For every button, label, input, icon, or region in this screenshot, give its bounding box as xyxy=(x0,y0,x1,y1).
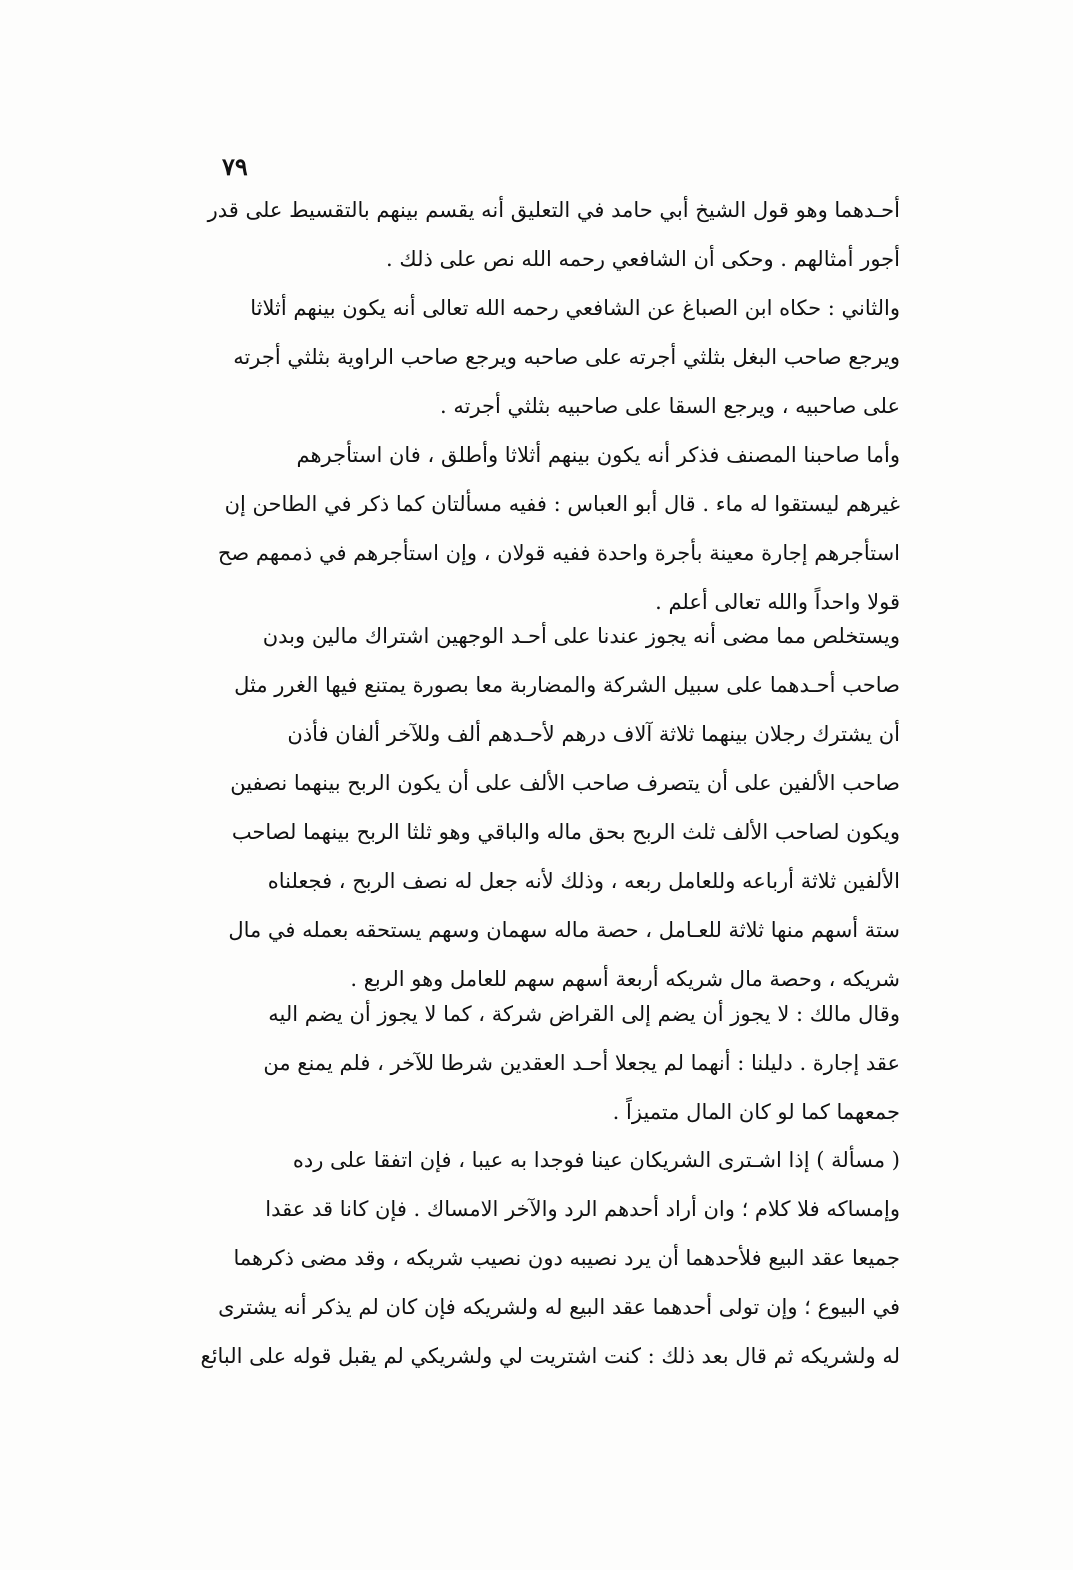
text-line: له ولشريكه ثم قال بعد ذلك : كنت اشتريت لي ولشريكي لم يقبل قوله على البائع xyxy=(200,1344,900,1368)
paragraph-2 xyxy=(180,284,900,431)
text-line: وإمساكه فلا كلام ؛ وان أراد أحدهم الرد والآخر الامساك . فإن كانا قد عقدا xyxy=(265,1197,900,1221)
text-line: في البيوع ؛ وإن تولى أحدهما عقد البيع له ولشريكه فإن كان لم يذكر أنه يشترى xyxy=(218,1295,900,1319)
paragraph-3 xyxy=(180,431,900,627)
text-line: ويرجع صاحب البغل بثلثي أجرته على صاحبه ويرجع صاحب الراوية بثلثي أجرته xyxy=(233,345,900,369)
text-line: الألفين ثلاثة أرباعه وللعامل ربعه ، وذلك لأنه جعل له نصف الربح ، فجعلناه xyxy=(267,869,900,893)
paragraph-5 xyxy=(180,990,900,1137)
paragraph-1 xyxy=(180,186,900,284)
text-line: جمعهما كما لو كان المال متميزاً . xyxy=(612,1100,900,1124)
paragraph-6-mas-ala xyxy=(180,1136,900,1381)
text-line: أحـدهما وهو قول الشيخ أبي حامد في التعليق أنه يقسم بينهم بالتقسيط على قدر xyxy=(207,198,900,222)
text-line: غيرهم ليستقوا له ماء . قال أبو العباس : ففيه مسألتان كما ذكر في الطاحن إن xyxy=(224,492,900,516)
text-line: ( مسألة ) إذا اشـترى الشريكان عينا فوجدا به عيبا ، فإن اتفقا على رده xyxy=(292,1148,900,1172)
text-line: شريكه ، وحصة مال شريكه أربعة أسهم سهم للعامل وهو الربع . xyxy=(350,967,900,991)
text-line: جميعا عقد البيع فلأحدهما أن يرد نصيبه دون نصيب شريكه ، وقد مضى ذكرهما xyxy=(233,1246,900,1270)
text-line: وأما صاحبنا المصنف فذكر أنه يكون بينهم أثلاثا وأطلق ، فان استأجرهم xyxy=(296,443,900,467)
text-line: ويستخلص مما مضى أنه يجوز عندنا على أحـد الوجهين اشتراك مالين وبدن xyxy=(262,624,900,648)
paragraph-4 xyxy=(180,612,900,1004)
text-line: استأجرهم إجارة معينة بأجرة واحدة ففيه قولان ، وإن استأجرهم في ذممهم صح xyxy=(217,541,900,565)
text-line: ويكون لصاحب الألف ثلث الربح بحق ماله والباقي وهو ثلثا الربح بينهما لصاحب xyxy=(231,820,900,844)
text-line: ستة أسهم منها ثلاثة للعـامل ، حصة ماله سهمان وسهم يستحقه بعمله في مال xyxy=(228,918,900,942)
text-line: أجور أمثالهم . وحكى أن الشافعي رحمه الله نص على ذلك . xyxy=(386,247,900,271)
text-line: والثاني : حكاه ابن الصباغ عن الشافعي رحمه الله تعالى أنه يكون بينهم أثلاثا xyxy=(250,296,900,320)
text-line: قولا واحداً والله تعالى أعلم . xyxy=(655,590,900,614)
text-line: على صاحبيه ، ويرجع السقا على صاحبيه بثلثي أجرته . xyxy=(440,394,900,418)
text-line: أن يشترك رجلان بينهما ثلاثة آلاف درهم لأحـدهم ألف وللآخر ألفان فأذن xyxy=(287,722,900,746)
text-line: وقال مالك : لا يجوز أن يضم إلى القراض شركة ، كما لا يجوز أن يضم اليه xyxy=(268,1002,900,1026)
text-line: عقد إجارة . دليلنا : أنهما لم يجعلا أحـد العقدين شرطا للآخر ، فلم يمنع من xyxy=(263,1051,900,1075)
text-line: صاحب الألفين على أن يتصرف صاحب الألف على أن يكون الربح بينهما نصفين xyxy=(230,771,900,795)
page-number: ٧٩ xyxy=(222,152,248,181)
text-line: صاحب أحـدهما على سبيل الشركة والمضاربة معا بصورة يمتنع فيها الغرر مثل xyxy=(234,673,900,697)
